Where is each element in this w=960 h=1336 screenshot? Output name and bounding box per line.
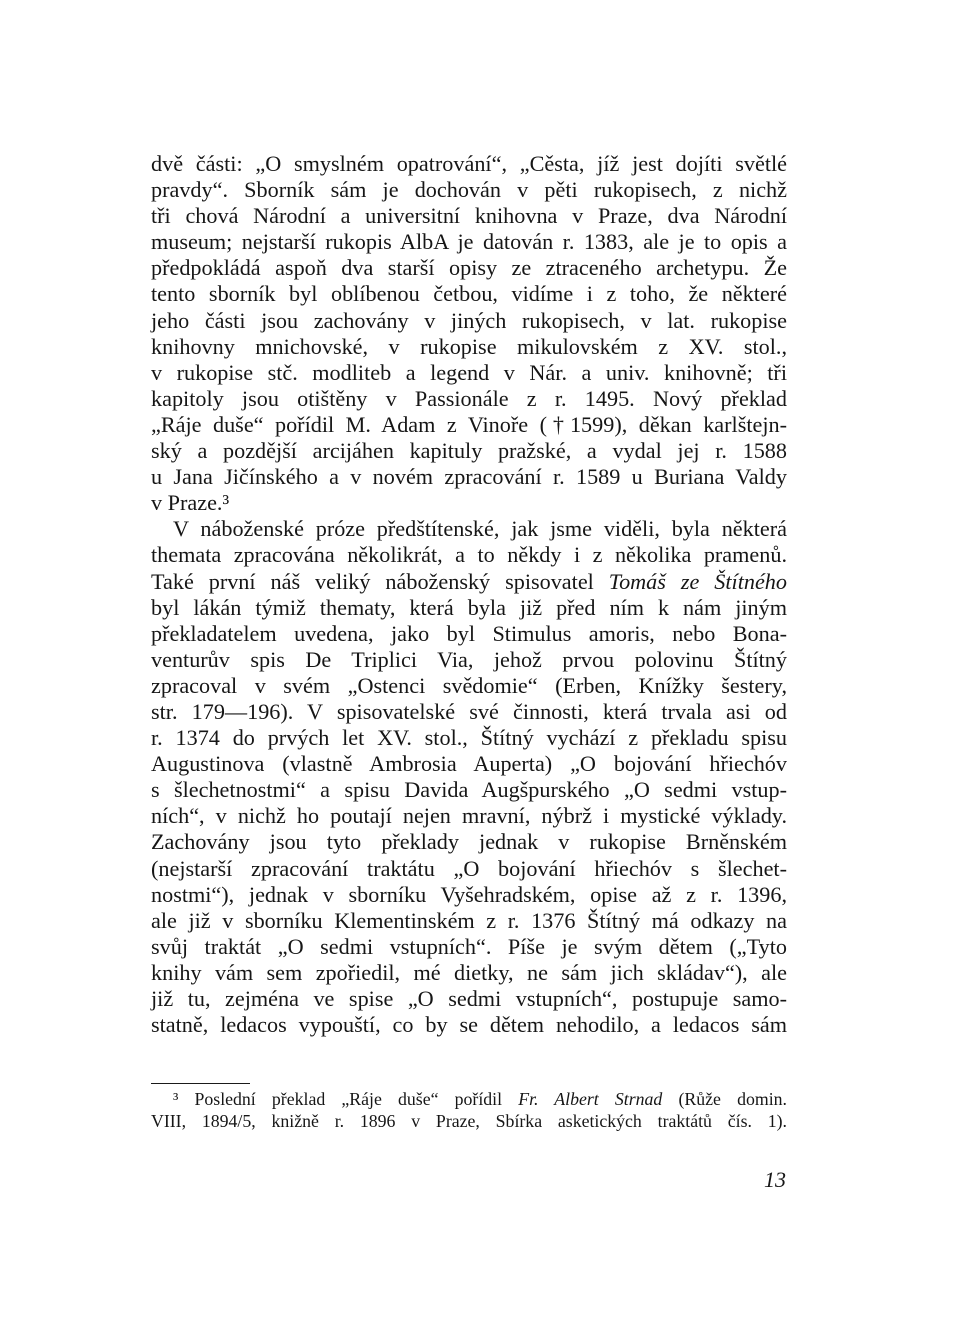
footnote-block <box>151 1088 787 1132</box>
text-line: kapitoly jsou otištěny v Passionále z r. 1495. Nový překlad <box>151 385 787 411</box>
footnote-marker: ³ <box>173 1089 179 1109</box>
text-line: v rukopise stč. modliteb a legend v Nár. a univ. knihovně; tři <box>151 359 787 385</box>
text-line: „Ráje duše“ pořídil M. Adam z Vinoře (†1599), děkan karlštejn- <box>151 411 787 437</box>
text-segment: Také první náš veliký náboženský spisovatel <box>151 568 609 594</box>
text-line: tento sborník byl oblíbenou četbou, vidíme i z toho, že některé <box>151 281 787 307</box>
footnote-line <box>151 1088 787 1110</box>
footnote-divider <box>151 1083 250 1084</box>
main-text-block <box>151 151 787 1038</box>
text-line: pravdy“. Sborník sám je dochován v pěti rukopisech, z nichž <box>151 177 787 203</box>
paragraph-first-line: V náboženské próze předštítenské, jak jsme viděli, byla některá <box>173 516 787 542</box>
footnote-line: VIII, 1894/5, knižně r. 1896 v Praze, Sbírka asketických traktátů čís. 1). <box>151 1111 787 1131</box>
text-line: ních“, v nichž ho poutají nejen mravní, nýbrž i mystické výklady. <box>151 803 787 829</box>
text-line: zpracoval v svém „Ostenci svědomie“ (Erben, Knížky šestery, <box>151 672 787 698</box>
text-line: knihy vám sem zpořiedil, mé dietky, ne sám jich skládav“), ale <box>151 959 787 985</box>
footnote-author-italic: Fr. Albert Strnad <box>518 1089 663 1109</box>
text-line: venturův spis De Triplici Via, jehož prvou polovinu Štítný <box>151 646 787 672</box>
text-line: překladatelem uvedena, jako byl Stimulus amoris, nebo Bona- <box>151 620 787 646</box>
text-line: dvě části: „O smyslném opatrování“, „Cěsta, jíž jest dojíti světlé <box>151 151 787 176</box>
text-line: r. 1374 do prvých let XV. stol., Štítný vychází z překladu spisu <box>151 725 787 751</box>
page-number: 13 <box>764 1167 786 1192</box>
text-line: Augustinova (vlastně Ambrosia Auperta) „O bojování hřiechóv <box>151 751 787 777</box>
text-line: str. 179—196). V spisovatelské své činnosti, která trvala asi od <box>151 698 787 724</box>
text-line: museum; nejstarší rukopis AlbA je datován r. 1383, ale je to opis a <box>151 229 787 255</box>
text-line-with-italic <box>151 569 787 595</box>
text-line: ale již v sborníku Klementinském z r. 1376 Štítný má odkazy na <box>151 907 787 933</box>
text-line: Zachovány jsou tyto překlady jednak v rukopise Brněnském <box>151 829 787 855</box>
text-line: v Praze.³ <box>151 490 230 516</box>
text-line: svůj traktát „O sedmi vstupních“. Píše je svým dětem („Tyto <box>151 933 787 959</box>
text-line: tři chová Národní a universitní knihovna v Praze, dva Národní <box>151 203 787 229</box>
footnote-text: (Růže domin. <box>662 1089 787 1109</box>
text-line: již tu, zejména ve spise „O sedmi vstupních“, postupuje samo- <box>151 986 787 1011</box>
text-line: u Jana Jičínského a v novém zpracování r. 1589 u Buriana Valdy <box>151 464 787 490</box>
footnote-text: Poslední překlad „Ráje duše“ pořídil <box>178 1089 519 1109</box>
text-line: nostmi“), jednak v sborníku Vyšehradském, opise až z r. 1396, <box>151 881 787 907</box>
text-line: themata zpracována několikrát, a to někdy i z několika pramenů. <box>151 542 787 568</box>
text-line: (nejstarší zpracování traktátu „O bojování hřiechóv s šlechet- <box>151 855 787 881</box>
author-name-italic: Tomáš ze Štítného <box>608 568 787 594</box>
text-line: ský a pozdější arcijáhen kapituly pražské, a vydal jej r. 1588 <box>151 438 787 464</box>
text-line: statně, ledacos vypouští, co by se dětem nehodilo, a ledacos sám <box>151 1012 787 1038</box>
text-line: s šlechetnostmi“ a spisu Davida Augšpurského „O sedmi vstup- <box>151 777 787 803</box>
text-line: byl lákán týmiž thematy, která byla již před ním k nám jiným <box>151 594 787 620</box>
text-line: knihovny mnichovské, v rukopise mikulovském z XV. stol., <box>151 333 787 359</box>
text-line: předpokládá aspoň dva starší opisy ze ztraceného archetypu. Že <box>151 255 787 281</box>
text-line: jeho části jsou zachovány v jiných rukopisech, v lat. rukopise <box>151 307 787 333</box>
